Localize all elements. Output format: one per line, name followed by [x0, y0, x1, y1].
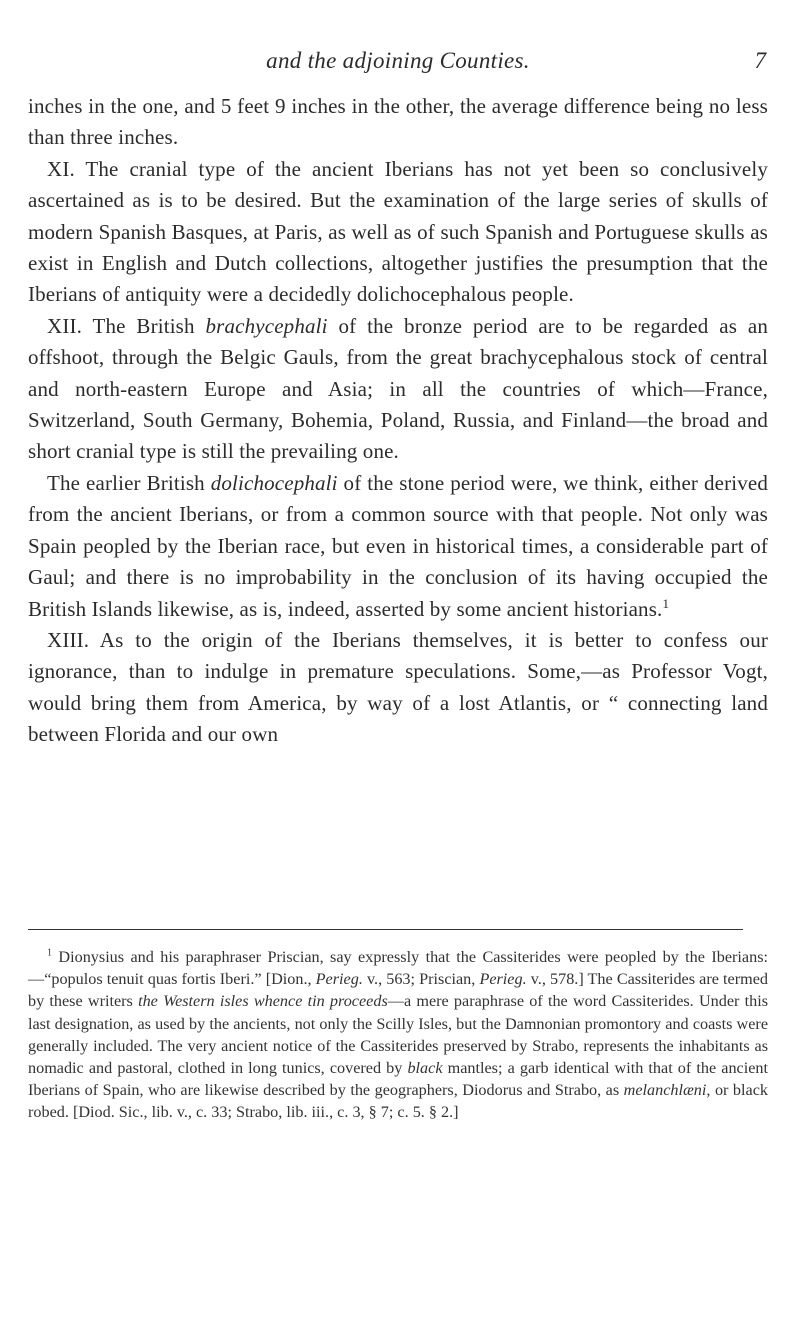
footnote-text-4: —a mere paraphrase of the word Cassiterides. Under this last designation, as used by the ancients, not only the Scilly Isles, but the Damnonian promontory and coasts were generally included. The very ancient notice of the Cassiterides preserved by Strabo, represents the inhabitants as nomadic and pastoral, clothed in long tunics, covered by: [28, 992, 769, 1078]
footnote-italic-1: Perieg.: [315, 970, 363, 989]
footnote-italic-4: black: [407, 1059, 443, 1078]
paragraph-stone-period-text-a: The earlier British: [47, 470, 211, 495]
paragraph-xii-italic: brachycephali: [205, 313, 328, 338]
paragraph-xii-text-a: XII. The British: [47, 313, 206, 338]
footnote: [28, 946, 768, 1124]
footnote-text-1: Dionysius and his paraphraser Priscian, say expressly that the Cassiterides were peopled by the Iberians:—“populos tenuit quas fortis Iberi.” [Dion.,: [28, 948, 768, 989]
paragraph-stone-period: [28, 468, 768, 625]
footnote-divider: [28, 929, 743, 930]
paragraph-continuation: inches in the one, and 5 feet 9 inches in the other, the average difference being no less than three inches.: [28, 94, 768, 150]
footnote-marker: 1: [47, 947, 53, 959]
page-number: 7: [754, 48, 766, 73]
footnote-reference[interactable]: 1: [662, 595, 670, 611]
book-page: [28, 0, 768, 1328]
paragraph-xii: [28, 311, 768, 468]
footnote-text-3: v., 578.] The Cassiterides are termed by these writers: [28, 970, 768, 1011]
paragraph-xiii: XIII. As to the origin of the Iberians themselves, it is better to confess our ignorance, than to indulge in premature speculations. Some,—as Professor Vogt, would bring them from America, by way of a lost Atlantis, or “ connecting land between Florida and our own: [28, 627, 768, 747]
paragraph-xi: XI. The cranial type of the ancient Iberians has not yet been so conclusively ascertained as is to be desired. But the examination of the large series of skulls of modern Spanish Basques, at Paris, as well as of such Spanish and Portuguese skulls as exist in English and Dutch collections, altogether justifies the presumption that the Iberians of antiquity were a decidedly dolichocephalous people.: [28, 156, 768, 307]
body-text: [28, 91, 768, 751]
footnote-italic-5: melanchlæni: [623, 1081, 707, 1100]
footnote-italic-3: the Western isles whence tin proceeds: [138, 992, 388, 1011]
page-header: [28, 48, 768, 78]
footnote-italic-2: Perieg.: [479, 970, 527, 989]
footnote-text-5: mantles; a garb identical with that of the ancient Iberians of Spain, who are likewise described by the geographers, Diodorus and Strabo, as: [28, 1059, 768, 1100]
running-head: and the adjoining Counties.: [266, 48, 530, 73]
paragraph-stone-period-italic: dolichocephali: [210, 470, 338, 495]
footnote-text-6: , or black robed. [Diod. Sic., lib. v., c. 33; Strabo, lib. iii., c. 3, § 7; c. 5. § 2.]: [28, 1081, 768, 1122]
paragraph-stone-period-text-b: of the stone period were, we think, either derived from the ancient Iberians, or from a common source with that people. Not only was Spain peopled by the Iberian race, but even in historical times, a considerable part of Gaul; and there is no improbability in the conclusion of its having occupied the British Islands likewise, as is, indeed, asserted by some ancient historians.: [28, 470, 768, 621]
footnote-text-2: v., 563; Priscian,: [362, 970, 480, 989]
paragraph-xii-text-b: of the bronze period are to be regarded as an offshoot, through the Belgic Gauls, from the great brachycephalous stock of central and north-eastern Europe and Asia; in all the countries of which—France, Switzerland, South Germany, Bohemia, Poland, Russia, and Finland—the broad and short cranial type is still the prevailing one.: [28, 313, 768, 464]
